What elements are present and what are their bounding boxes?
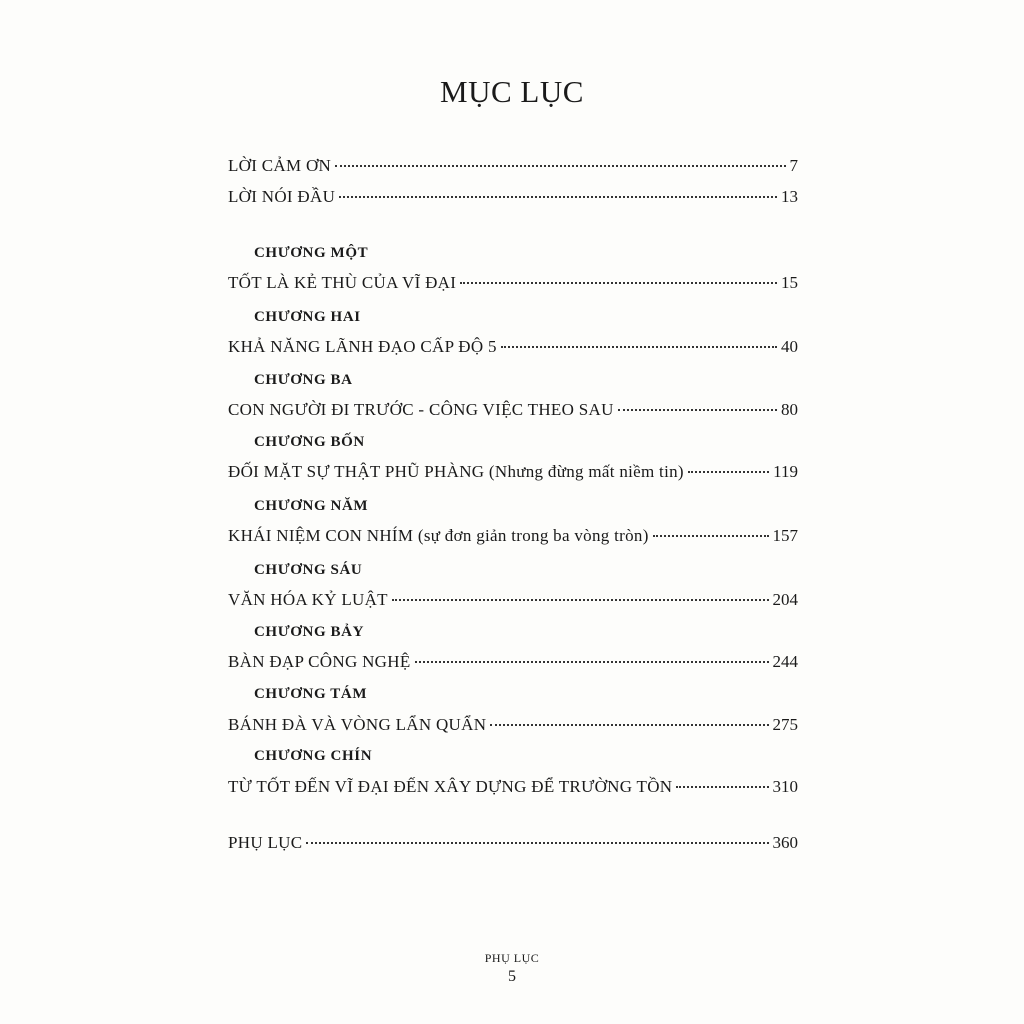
toc-entry-page: 244 (772, 652, 798, 671)
toc-entry-label: LỜI NÓI ĐẦU (228, 187, 336, 206)
toc-entry-label: KHÁI NIỆM CON NHÍM (sự đơn giản trong ba vòng tròn) (228, 526, 649, 545)
toc-entry-page: 13 (781, 187, 798, 206)
toc-entry-chapter-4[interactable] (228, 461, 798, 483)
chapter-heading: CHƯƠNG TÁM (254, 686, 368, 702)
dot-leader (653, 535, 769, 537)
dot-leader (460, 282, 777, 284)
toc-entry-chapter-5[interactable] (228, 525, 798, 547)
toc-entry-page: 310 (772, 777, 798, 796)
toc-entry-label: PHỤ LỤC (228, 833, 303, 852)
chapter-heading: CHƯƠNG BẢY (254, 624, 365, 640)
toc-entry-chapter-8[interactable] (228, 714, 798, 736)
toc-entry-page: 157 (772, 526, 798, 545)
chapter-heading: CHƯƠNG CHÍN (254, 748, 373, 764)
toc-entry-appendix[interactable] (228, 832, 798, 854)
toc-entry-label: BÀN ĐẠP CÔNG NGHỆ (228, 652, 411, 671)
toc-entry-page: 204 (772, 590, 798, 609)
dot-leader (392, 599, 769, 601)
dot-leader (339, 196, 777, 198)
toc-entry-chapter-9[interactable] (228, 776, 798, 798)
dot-leader (688, 471, 769, 473)
toc-entry-acknowledgements[interactable] (228, 155, 798, 177)
toc-entry-page: 360 (772, 833, 798, 852)
toc-entry-chapter-1[interactable] (228, 272, 798, 294)
running-footer: PHỤ LỤC (484, 951, 540, 965)
toc-entry-preface[interactable] (228, 186, 798, 208)
chapter-heading: CHƯƠNG MỘT (254, 245, 369, 261)
toc-entry-label: CON NGƯỜI ĐI TRƯỚC - CÔNG VIỆC THEO SAU (228, 400, 614, 419)
toc-entry-chapter-2[interactable] (228, 336, 798, 358)
chapter-heading: CHƯƠNG BA (254, 372, 353, 388)
dot-leader (415, 661, 769, 663)
chapter-heading: CHƯƠNG BỐN (254, 434, 365, 450)
toc-entry-page: 15 (781, 273, 798, 292)
dot-leader (490, 724, 768, 726)
dot-leader (306, 842, 768, 844)
dot-leader (335, 165, 785, 167)
toc-entry-page: 275 (772, 715, 798, 734)
toc-entry-chapter-7[interactable] (228, 651, 798, 673)
dot-leader (618, 409, 777, 411)
chapter-heading: CHƯƠNG HAI (254, 309, 361, 325)
toc-entry-page: 7 (789, 156, 798, 175)
toc-entry-label: KHẢ NĂNG LÃNH ĐẠO CẤP ĐỘ 5 (228, 337, 497, 356)
toc-entry-label: TỐT LÀ KẺ THÙ CỦA VĨ ĐẠI (228, 273, 457, 292)
dot-leader (676, 786, 768, 788)
toc-entry-label: LỜI CẢM ƠN (228, 156, 332, 175)
toc-entry-label: TỪ TỐT ĐẾN VĨ ĐẠI ĐẾN XÂY DỰNG ĐỂ TRƯỜNG TỒN (228, 777, 673, 796)
toc-entry-page: 119 (773, 462, 798, 481)
toc-entry-page: 80 (781, 400, 798, 419)
page-title: MỤC LỤC (440, 74, 584, 109)
page-number: 5 (508, 968, 516, 985)
toc-entry-chapter-3[interactable] (228, 399, 798, 421)
chapter-heading: CHƯƠNG NĂM (254, 498, 369, 514)
chapter-heading: CHƯƠNG SÁU (254, 562, 363, 578)
toc-entry-label: ĐỐI MẶT SỰ THẬT PHŨ PHÀNG (Nhưng đừng mất niềm tin) (228, 462, 684, 481)
toc-entry-chapter-6[interactable] (228, 589, 798, 611)
toc-entry-page: 40 (781, 337, 798, 356)
toc-entry-label: BÁNH ĐÀ VÀ VÒNG LẨN QUẨN (228, 715, 487, 734)
toc-entry-label: VĂN HÓA KỶ LUẬT (228, 590, 388, 609)
dot-leader (501, 346, 777, 348)
